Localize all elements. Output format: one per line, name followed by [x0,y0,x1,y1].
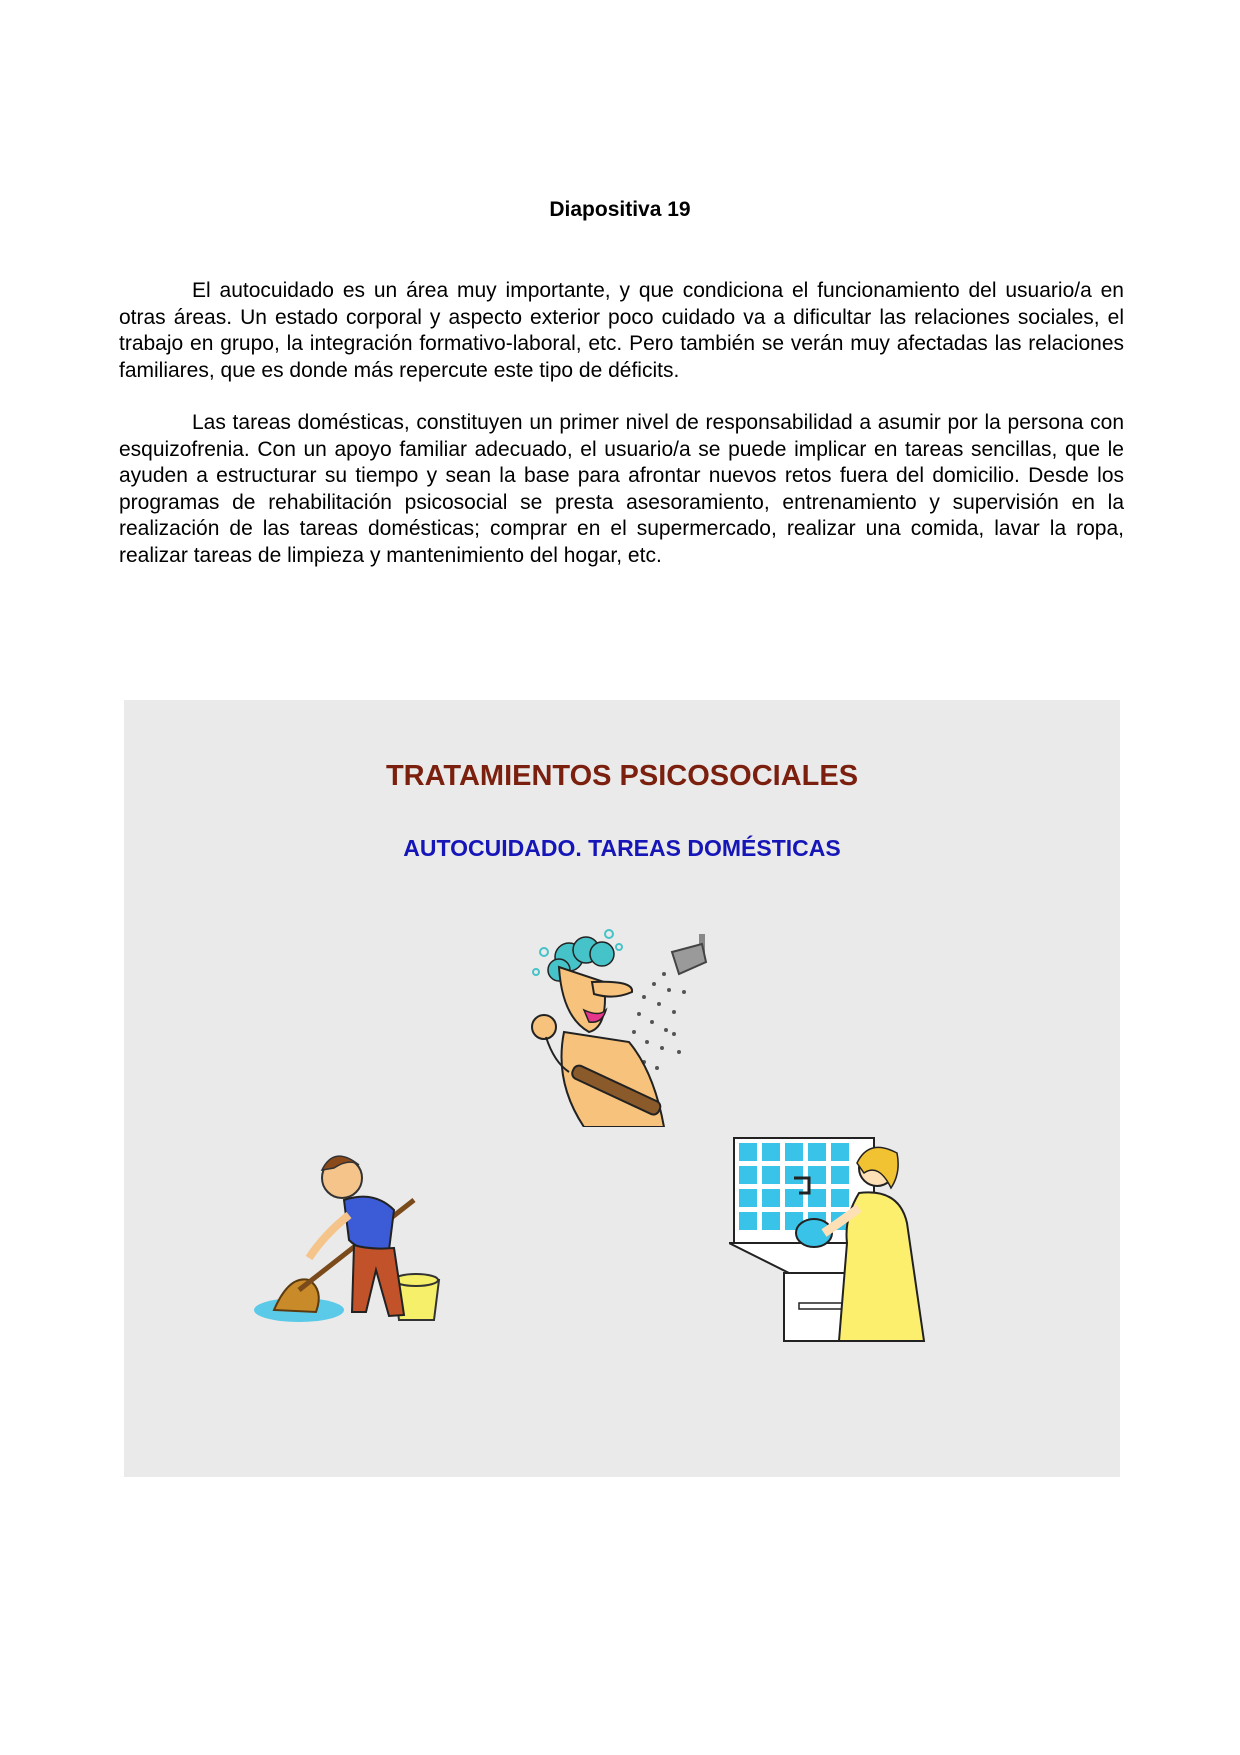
body-text [119,278,1124,595]
slide-panel [124,700,1120,1477]
slide-title: TRATAMIENTOS PSICOSOCIALES [385,760,859,792]
shower-clipart [514,922,734,1127]
paragraph-tareas-domesticas: Las tareas domésticas, constituyen un primer nivel de responsabilidad a asumir por la persona con esquizofrenia. Con un apoyo familiar adecuado, el usuario/a se puede implicar en tareas sencillas, que le ayuden a estructurar su tiempo y sean la base para afrontar nuevos retos fuera del domicilio. Desde los programas de rehabilitación psicosocial se presta asesoramiento, entrenamiento y supervisión en la realización de las tareas domésticas; comprar en el supermercado, realizar una comida, lavar la ropa, realizar tareas de limpieza y mantenimiento del hogar, etc. [119,411,1124,567]
page-heading: Diapositiva 19 [549,198,691,221]
slide-subtitle: AUTOCUIDADO. TAREAS DOMÉSTICAS [403,835,841,861]
dishwashing-clipart [729,1133,934,1343]
paragraph-autocuidado: El autocuidado es un área muy importante, y que condiciona el funcionamiento del usuario/a en otras áreas. Un estado corporal y aspecto exterior poco cuidado va a dificultar las relaciones sociales, el trabajo en grupo, la integración formativo-laboral, etc. Pero también se verán muy afectadas las relaciones familiares, que es donde más repercute este tipo de déficits. [119,279,1124,382]
mopping-clipart [254,1140,449,1325]
